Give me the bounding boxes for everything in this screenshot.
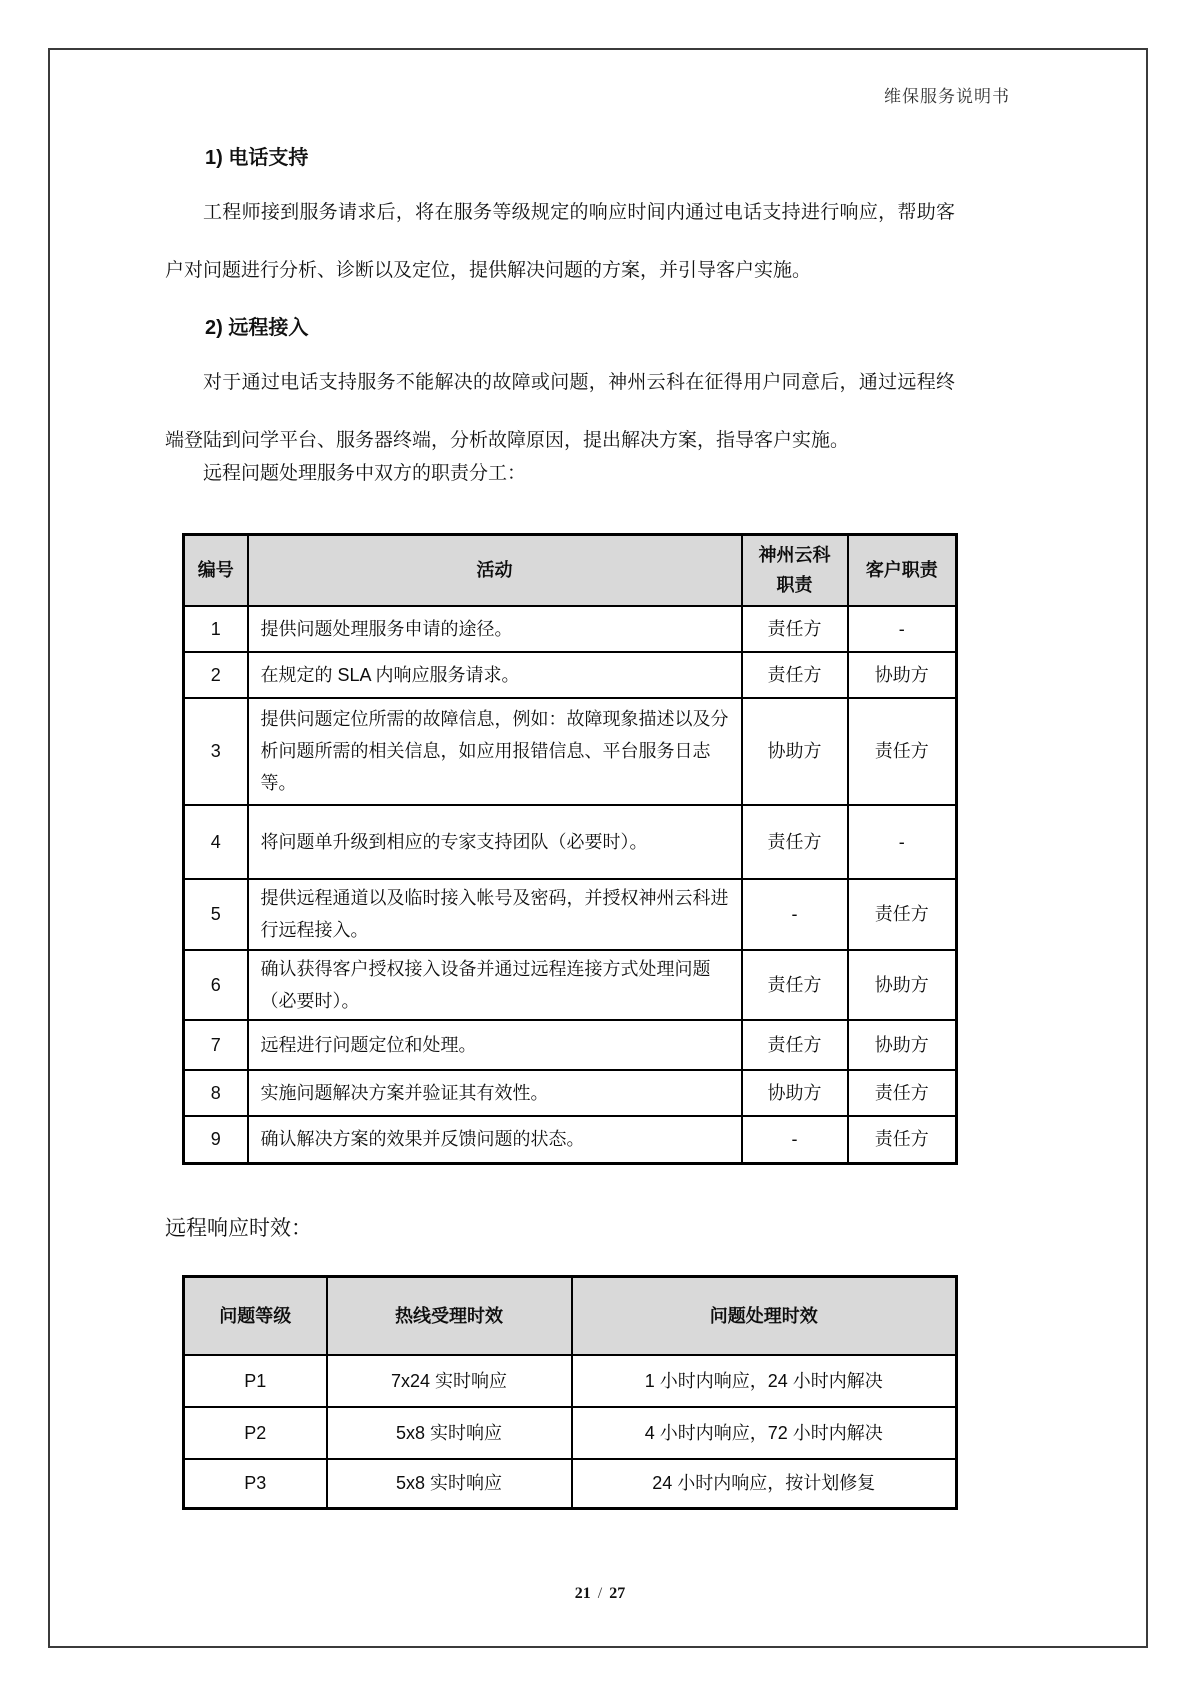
- table-row: [184, 1355, 957, 1407]
- header-cell-vendor-line1: 神州云科: [758, 545, 831, 566]
- cell-customer: 协助方: [848, 652, 957, 698]
- cell-activity: 在规定的 SLA 内响应服务请求。: [248, 652, 742, 698]
- header-cell-handling: 问题处理时效: [572, 1277, 957, 1355]
- table-row: [184, 698, 957, 805]
- cell-no: 9: [184, 1116, 248, 1164]
- cell-vendor: 责任方: [742, 805, 848, 879]
- cell-no: 4: [184, 805, 248, 879]
- cell-activity: 实施问题解决方案并验证其有效性。: [248, 1070, 742, 1116]
- cell-no: 1: [184, 606, 248, 652]
- cell-hotline: 7x24 实时响应: [327, 1355, 572, 1407]
- cell-activity: 远程进行问题定位和处理。: [248, 1020, 742, 1070]
- cell-handling: 1 小时内响应，24 小时内解决: [572, 1355, 957, 1407]
- cell-no: 7: [184, 1020, 248, 1070]
- table-row: [184, 606, 957, 652]
- cell-vendor: 协助方: [742, 1070, 848, 1116]
- cell-customer: -: [848, 606, 957, 652]
- cell-vendor: 责任方: [742, 652, 848, 698]
- cell-level: P2: [184, 1407, 327, 1459]
- cell-vendor: 责任方: [742, 950, 848, 1020]
- cell-customer: 责任方: [848, 1116, 957, 1164]
- section-1-heading: 1) 电话支持: [205, 147, 309, 169]
- cell-activity: 提供远程通道以及临时接入帐号及密码，并授权神州云科进行远程接入。: [248, 879, 742, 950]
- header-cell-activity: 活动: [248, 535, 742, 606]
- sla-table-header-row: [184, 1277, 957, 1355]
- cell-activity: 确认获得客户授权接入设备并通过远程连接方式处理问题（必要时）。: [248, 950, 742, 1020]
- footer-page-number: 21: [574, 1585, 591, 1602]
- table-row: [184, 805, 957, 879]
- cell-no: 8: [184, 1070, 248, 1116]
- responsibility-table: [182, 533, 958, 1165]
- cell-customer: 协助方: [848, 1020, 957, 1070]
- footer-total-pages: 27: [609, 1585, 626, 1602]
- responsibility-table-intro: 远程问题处理服务中双方的职责分工：: [203, 463, 527, 484]
- header-cell-vendor-line2: 职责: [776, 575, 813, 596]
- responsibility-table-header-row: [184, 535, 957, 606]
- cell-vendor: 协助方: [742, 698, 848, 805]
- table-row: [184, 652, 957, 698]
- cell-customer: 责任方: [848, 879, 957, 950]
- cell-level: P1: [184, 1355, 327, 1407]
- cell-vendor: 责任方: [742, 606, 848, 652]
- cell-handling: 24 小时内响应，按计划修复: [572, 1459, 957, 1509]
- cell-no: 5: [184, 879, 248, 950]
- header-cell-level: 问题等级: [184, 1277, 327, 1355]
- table-row: [184, 879, 957, 950]
- cell-activity: 将问题单升级到相应的专家支持团队（必要时）。: [248, 805, 742, 879]
- cell-activity: 提供问题定位所需的故障信息，例如：故障现象描述以及分析问题所需的相关信息，如应用报错信息、平台服务日志等。: [248, 698, 742, 805]
- cell-vendor: -: [742, 879, 848, 950]
- cell-no: 2: [184, 652, 248, 698]
- cell-vendor: -: [742, 1116, 848, 1164]
- cell-vendor: 责任方: [742, 1020, 848, 1070]
- cell-level: P3: [184, 1459, 327, 1509]
- table-row: [184, 1070, 957, 1116]
- cell-customer: 协助方: [848, 950, 957, 1020]
- table-row: [184, 1459, 957, 1509]
- footer-separator: /: [597, 1585, 603, 1602]
- table-row: [184, 1407, 957, 1459]
- sla-table: [182, 1275, 958, 1510]
- cell-handling: 4 小时内响应，72 小时内解决: [572, 1407, 957, 1459]
- cell-activity: 确认解决方案的效果并反馈问题的状态。: [248, 1116, 742, 1164]
- sla-section-heading: 远程响应时效：: [165, 1217, 312, 1240]
- cell-customer: -: [848, 805, 957, 879]
- cell-no: 3: [184, 698, 248, 805]
- header-cell-customer: 客户职责: [848, 535, 957, 606]
- cell-activity: 提供问题处理服务申请的途径。: [248, 606, 742, 652]
- section-1-paragraph: 工程师接到服务请求后，将在服务等级规定的响应时间内通过电话支持进行响应，帮助客户对问题进行分析、诊断以及定位，提供解决问题的方案，并引导客户实施。: [165, 202, 955, 281]
- cell-customer: 责任方: [848, 1070, 957, 1116]
- header-cell-hotline: 热线受理时效: [327, 1277, 572, 1355]
- cell-hotline: 5x8 实时响应: [327, 1407, 572, 1459]
- page-footer: [0, 1585, 1200, 1603]
- cell-hotline: 5x8 实时响应: [327, 1459, 572, 1509]
- header-cell-vendor: [742, 535, 848, 606]
- section-2-heading: 2) 远程接入: [205, 317, 309, 339]
- table-row: [184, 950, 957, 1020]
- table-row: [184, 1020, 957, 1070]
- cell-customer: 责任方: [848, 698, 957, 805]
- section-2-paragraph: 对于通过电话支持服务不能解决的故障或问题，神州云科在征得用户同意后，通过远程终端登陆到问学平台、服务器终端，分析故障原因，提出解决方案，指导客户实施。: [165, 372, 955, 451]
- header-cell-no: 编号: [184, 535, 248, 606]
- table-row: [184, 1116, 957, 1164]
- cell-no: 6: [184, 950, 248, 1020]
- document-header-title: 维保服务说明书: [884, 87, 1010, 106]
